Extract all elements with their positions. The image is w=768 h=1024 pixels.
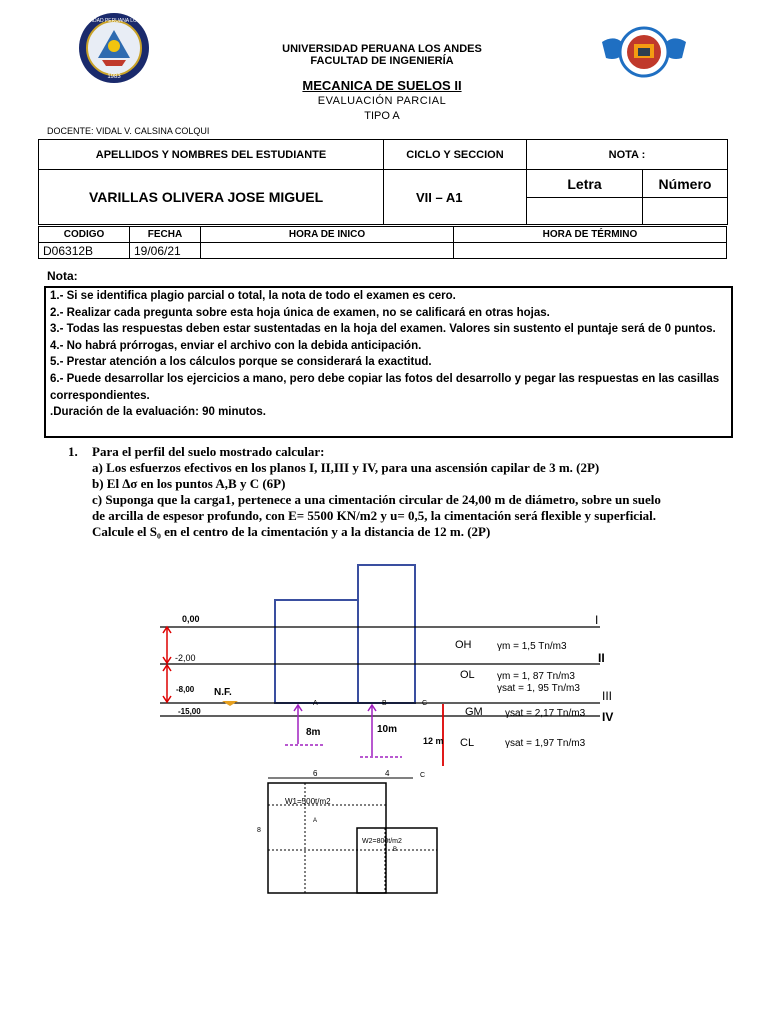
exam-time-table <box>38 226 727 259</box>
engineering-faculty-logo <box>598 22 690 84</box>
exam-title: EVALUACIÓN PARCIAL <box>317 95 447 107</box>
grade-number-label: Número <box>643 170 728 198</box>
university-seal-logo <box>69 10 159 88</box>
point-label: B <box>393 847 398 853</box>
university-name: UNIVERSIDAD PERUANA LOS ANDES <box>282 43 482 55</box>
water-table-label: N.F. <box>214 687 232 698</box>
foundation-2 <box>358 565 415 703</box>
date-label: FECHA <box>130 227 201 243</box>
layer-name: OH <box>455 639 472 651</box>
question-number: 1. <box>68 444 78 459</box>
plane-label: II <box>598 651 605 665</box>
code-value: D06312B <box>39 243 130 259</box>
note-item: 2.- Realizar cada pregunta sobre esta hoja única de examen, no se calificará en otras hojas. <box>50 306 550 319</box>
elevation-label: -8,00 <box>176 685 195 694</box>
load-label: W1=500t/m2 <box>285 797 331 806</box>
cycle-value: VII – A1 <box>384 170 527 225</box>
depth-label: 12 m <box>423 736 444 746</box>
note-item: 5.- Prestar atención a los cálculos porque se considerará la exactitud. <box>50 356 432 369</box>
student-info-table <box>38 139 728 225</box>
layer-props: γsat = 1, 95 Tn/m3 <box>497 683 580 694</box>
exam-type: TIPO A <box>364 110 400 122</box>
question-part-c: Calcule el S₀ en el centro de la cimentación y a la distancia de 12 m. (2P) <box>92 524 491 539</box>
elevation-label: 0,00 <box>182 614 200 624</box>
layer-props: γm = 1, 87 Tn/m3 <box>497 671 575 682</box>
point-label: C <box>422 700 428 707</box>
grade-letter-label: Letra <box>527 170 643 198</box>
point-label: B <box>382 700 387 707</box>
note-item: 1.- Si se identifica plagio parcial o total, la nota de todo el examen es cero. <box>50 290 456 302</box>
logo-left-text: UNIVERSIDAD PERUANA LOS ANDES <box>69 18 159 24</box>
cycle-label: CICLO Y SECCION <box>384 140 527 170</box>
start-time-label: HORA DE INICO <box>201 227 454 243</box>
layer-name: CL <box>460 737 475 749</box>
course-title: MECANICA DE SUELOS II <box>302 78 462 93</box>
notes-title: Nota: <box>47 269 78 283</box>
layer-props: γsat = 2,17 Tn/m3 <box>505 708 586 719</box>
soil-profile-diagram <box>150 560 620 780</box>
elevation-label: -2,00 <box>175 653 196 663</box>
note-item: 3.- Todas las respuestas deben estar sustentadas en la hoja del examen. Valores sin sustento el puntaje será de 0 puntos. <box>50 323 716 336</box>
layer-name: GM <box>465 706 483 718</box>
question-part-a: a) Los esfuerzos efectivos en los planos I, II,III y IV, para una ascensión capilar de 3 m. (2P) <box>92 460 600 475</box>
end-time-label: HORA DE TÉRMINO <box>454 227 727 243</box>
date-value: 19/06/21 <box>130 243 201 259</box>
grade-number-box[interactable] <box>643 198 728 225</box>
grade-label: NOTA : <box>527 140 728 170</box>
logo-left-year: 1983 <box>107 74 121 80</box>
plan-dimension: 8 <box>257 827 261 834</box>
question-intro: Para el perfil del suelo mostrado calcular: <box>92 444 325 459</box>
faculty-name: FACULTAD DE INGENIERÍA <box>310 55 454 67</box>
question-part-b: b) El ∆σ en los puntos A,B y C (6P) <box>92 476 286 491</box>
note-item: 4.- No habrá prórrogas, enviar el archivo con la debida anticipación. <box>50 339 422 352</box>
layer-props: γsat = 1,97 Tn/m3 <box>505 738 586 749</box>
note-item: .Duración de la evaluación: 90 minutos. <box>50 406 267 419</box>
start-time-value[interactable] <box>201 243 454 259</box>
note-item: 6.- Puede desarrollar los ejercicios a mano, pero debe copiar las fotos del desarrollo y pegar las respuestas en las casillas correspondientes. <box>50 372 720 402</box>
plane-label: I <box>595 613 599 627</box>
plan-view-diagram <box>240 765 450 905</box>
plan-dimension: 6 <box>313 769 318 778</box>
student-name: VARILLAS OLIVERA JOSE MIGUEL <box>39 170 384 225</box>
elevation-label: -15,00 <box>178 707 201 716</box>
plane-label: IV <box>602 710 614 724</box>
end-time-value[interactable] <box>454 243 727 259</box>
grade-letter-box[interactable] <box>527 198 643 225</box>
plan-dimension: 4 <box>385 769 390 778</box>
depth-label: 8m <box>306 727 321 738</box>
name-label: APELLIDOS Y NOMBRES DEL ESTUDIANTE <box>39 140 384 170</box>
teacher-name: DOCENTE: VIDAL V. CALSINA COLQUI <box>47 126 210 136</box>
layer-props: γm = 1,5 Tn/m3 <box>497 641 567 652</box>
load-label: W2=800t/m2 <box>362 838 402 845</box>
layer-name: OL <box>460 669 475 681</box>
notes-box <box>44 286 733 438</box>
depth-label: 10m <box>377 724 398 735</box>
question-part-c: c) Suponga que la carga1, pertenece a una cimentación circular de 24,00 m de diámetro, sobre un suelo <box>92 492 661 507</box>
plane-label: III <box>602 689 613 703</box>
point-label: A <box>313 700 318 707</box>
point-label: C <box>420 772 426 779</box>
foundation-1 <box>275 600 358 703</box>
point-label: A <box>313 818 318 824</box>
question-part-c: de arcilla de espesor profundo, con E= 5500 KN/m2 y u= 0,5, la cimentación será flexible y superficial. <box>92 508 657 523</box>
code-label: CODIGO <box>39 227 130 243</box>
